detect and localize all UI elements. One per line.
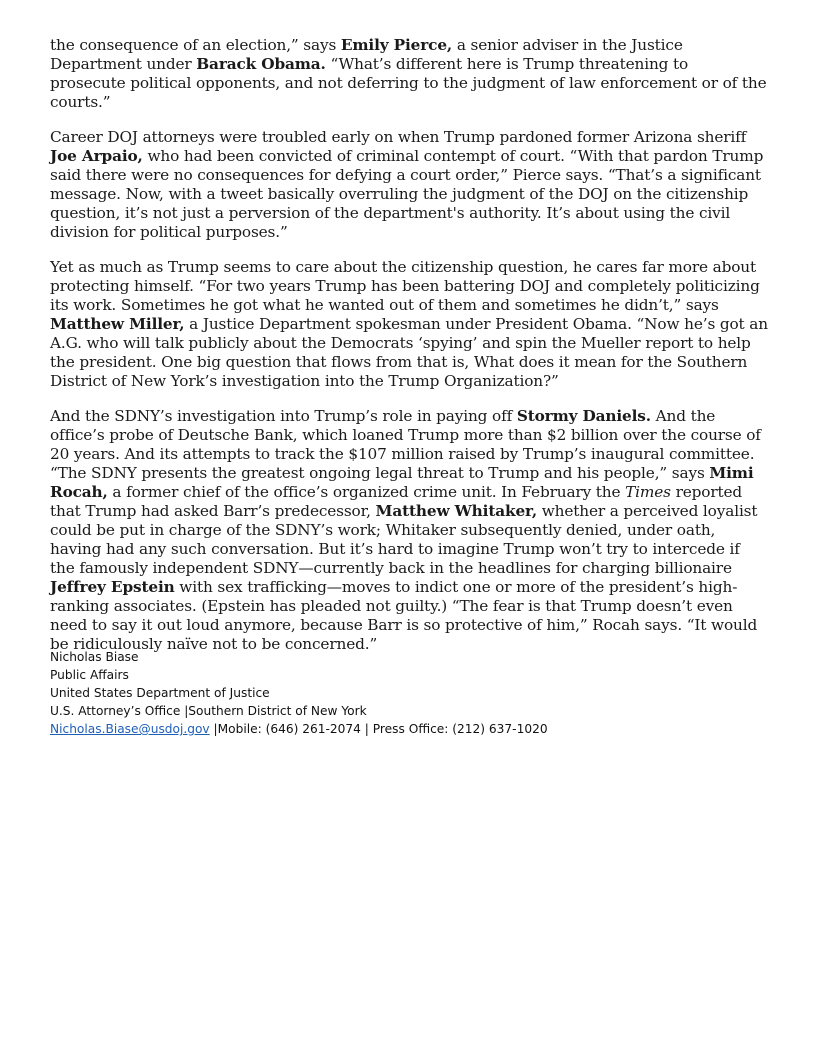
text-run: And the office’s probe of Deutsche Bank, which loaned Trump more than $2 billion over the course of 20 years. And its attempts to track the $107 million raised by Trump’s inaugural committee. “The SDNY presents the greatest ongoing legal threat to Trump and his people,” says [50, 407, 761, 482]
signature-role: Public Affairs [50, 668, 129, 682]
signature-department: United States Department of Justice [50, 686, 270, 700]
text-run: a Justice Department spokesman under President Obama. “Now he’s got an A.G. who will talk publicly about the Democrats ‘spying’ and spin the Mueller report to help the president. One big question that flows from that is, What does it mean for the Southern District of New York’s investigation into the Trump Organization?” [50, 315, 768, 390]
text-run: with sex trafficking—moves to indict one or more of the president’s high-ranking associates. (Epstein has pleaded not guilty.) “The fear is that Trump doesn’t even need to say it out loud anymore, because Barr is so protective of him,” Rocah says. “It would be ridiculously naïve not to be concerned.” [50, 578, 758, 653]
signature-name: Nicholas Biase [50, 650, 139, 664]
email-signature [50, 648, 548, 738]
text-run: a senior adviser in the Justice Department under [50, 36, 683, 73]
bold-name: Stormy Daniels. [516, 407, 651, 425]
paragraph-2 [50, 128, 768, 242]
phone-numbers: |Mobile: (646) 261-2074 | Press Office: (212) 637-1020 [209, 722, 548, 736]
bold-name: Jeffrey Epstein [50, 578, 175, 596]
article-body [50, 36, 768, 670]
text-run: a former chief of the office’s organized crime unit. In February the [107, 483, 626, 501]
paragraph-4 [50, 407, 768, 654]
text-run: Yet as much as Trump seems to care about the citizenship question, he cares far more about protecting himself. “For two years Trump has been battering DOJ and completely politicizing its work. Sometimes he got what he wanted out of them and sometimes he didn’t,” says [50, 258, 760, 314]
bold-name: Joe Arpaio, [50, 147, 143, 165]
italic-title: Times [625, 483, 671, 501]
bold-name: Mimi Rocah, [50, 464, 754, 501]
text-run: And the SDNY’s investigation into Trump’s role in paying off [50, 407, 517, 425]
text-run: Career DOJ attorneys were troubled early on when Trump pardoned former Arizona sheriff [50, 128, 747, 146]
email-link[interactable]: Nicholas.Biase@usdoj.gov [50, 722, 210, 736]
bold-name: Barack Obama. [196, 55, 326, 73]
paragraph-1 [50, 36, 768, 112]
paragraph-3 [50, 258, 768, 391]
signature-office: U.S. Attorney’s Office |Southern District of New York [50, 704, 367, 718]
bold-name: Matthew Whitaker, [375, 502, 537, 520]
signature-contact-line [50, 720, 548, 738]
text-run: whether a perceived loyalist could be put in charge of the SDNY’s work; Whitaker subsequently denied, under oath, having had any such conversation. But it’s hard to imagine Trump won’t try to intercede if the famously independent SDNY—currently back in the headlines for charging billionaire [50, 502, 758, 577]
text-run: reported that Trump had asked Barr’s predecessor, [50, 483, 743, 520]
bold-name: Emily Pierce, [340, 36, 453, 54]
text-run: the consequence of an election,” says [50, 36, 341, 54]
text-run: “What’s different here is Trump threatening to prosecute political opponents, and not deferring to the judgment of law enforcement or of the courts.” [50, 55, 767, 111]
text-run: who had been convicted of criminal contempt of court. “With that pardon Trump said there were no consequences for defying a court order,” Pierce says. “That’s a significant message. Now, with a tweet basically overruling the judgment of the DOJ on the citizenship question, it’s not just a perversion of the department's authority. It’s about using the civil division for political purposes.” [50, 147, 764, 241]
bold-name: Matthew Miller, [50, 315, 185, 333]
